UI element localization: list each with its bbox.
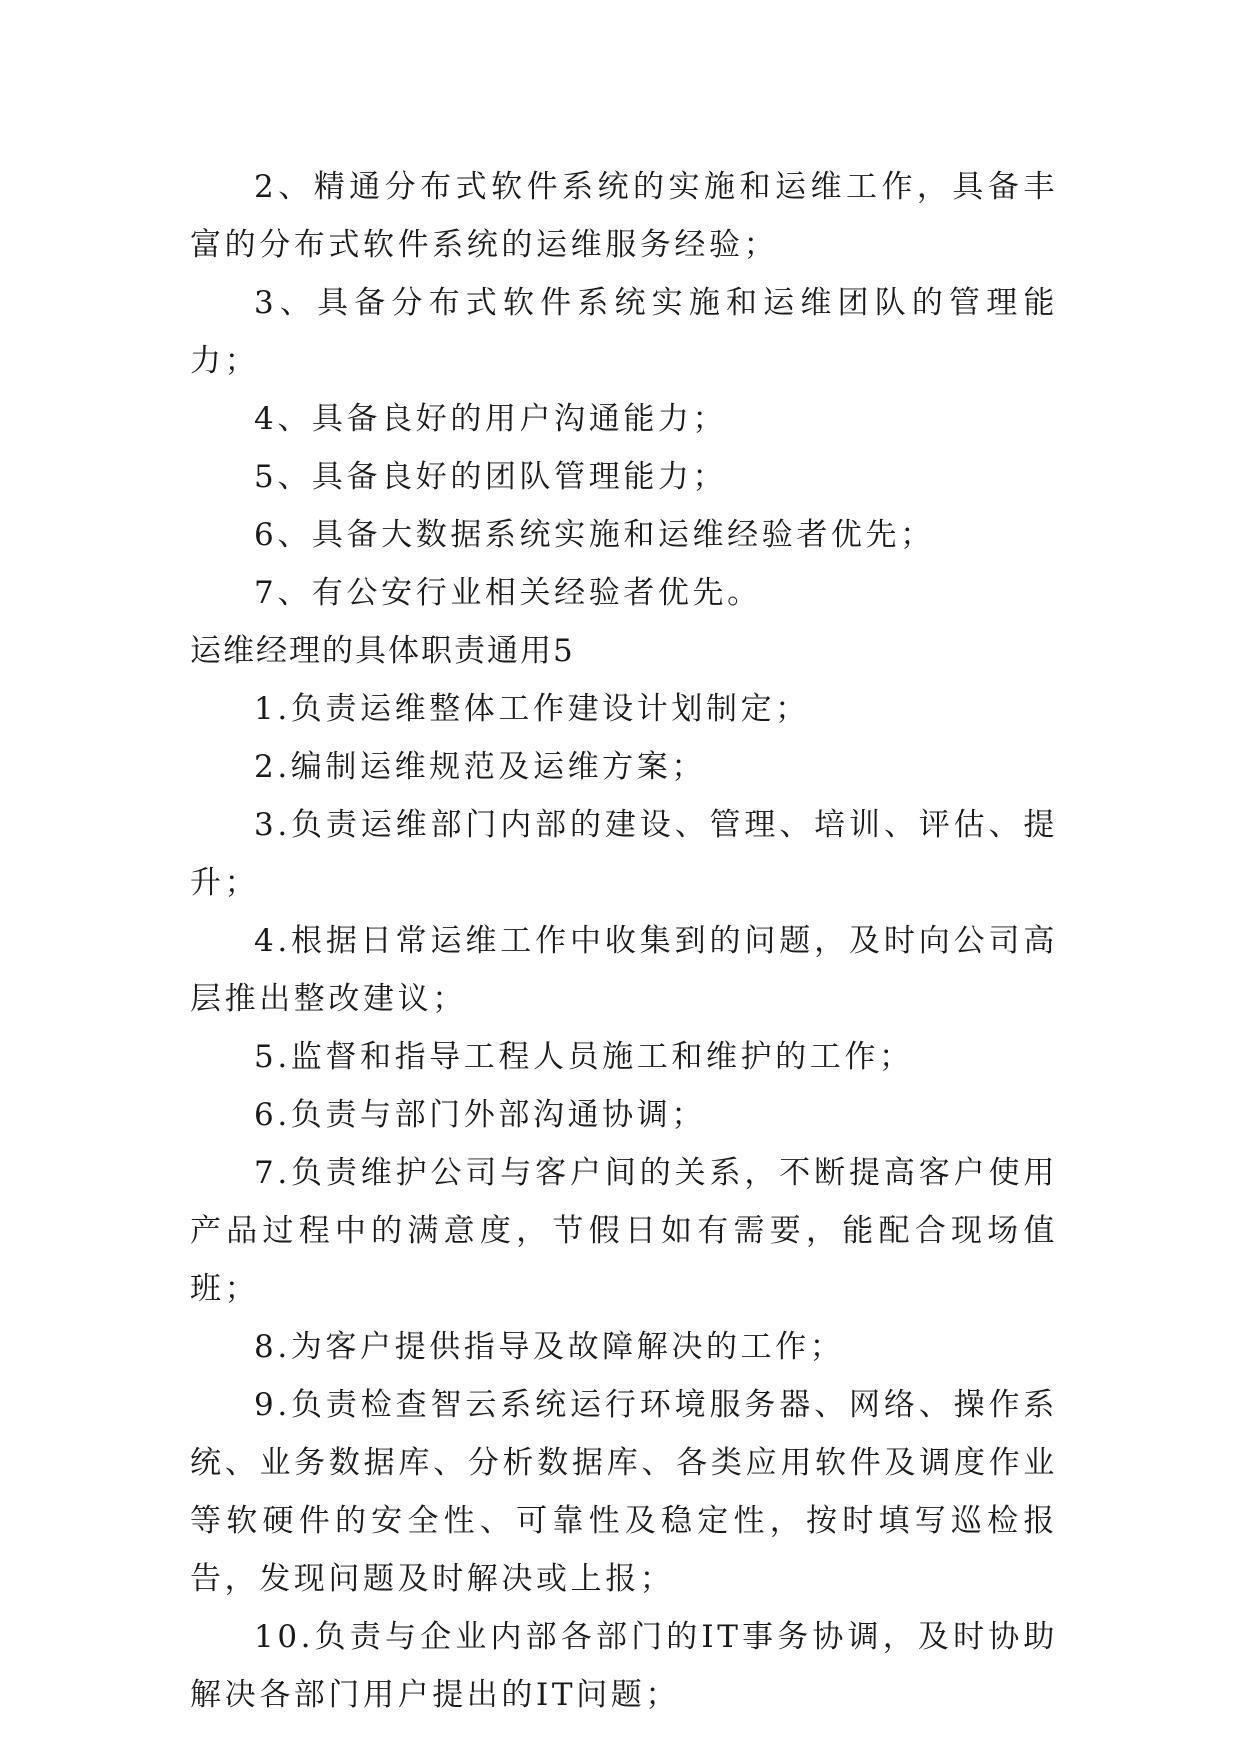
paragraph-requirement-7: 7、有公安行业相关经验者优先。 (254, 575, 762, 611)
paragraph-duty-3: 3.负责运维部门内部的建设、管理、培训、评估、提升； (190, 807, 1058, 901)
paragraph-duty-6: 6.负责与部门外部沟通协调； (254, 1097, 706, 1133)
paragraph-requirement-6: 6、具备大数据系统实施和运维经验者优先； (254, 517, 935, 553)
paragraph-requirement-2: 2、精通分布式软件系统的实施和运维工作，具备丰富的分布式软件系统的运维服务经验； (190, 169, 1058, 263)
paragraph-requirement-3: 3、具备分布式软件系统实施和运维团队的管理能力； (190, 285, 1058, 379)
paragraph-duty-9: 9.负责检查智云系统运行环境服务器、网络、操作系统、业务数据库、分析数据库、各类应用软件及调度作业等软硬件的安全性、可靠性及稳定性，按时填写巡检报告，发现问题及时解决或上报； (190, 1387, 1058, 1597)
paragraph-duty-5: 5.监督和指导工程人员施工和维护的工作； (254, 1039, 914, 1075)
document-body (190, 158, 1058, 1724)
paragraph-requirement-4: 4、具备良好的用户沟通能力； (254, 401, 728, 437)
paragraph-requirement-5: 5、具备良好的团队管理能力； (254, 459, 728, 495)
section-heading: 运维经理的具体职责通用5 (190, 633, 575, 669)
paragraph-duty-4: 4.根据日常运维工作中收集到的问题，及时向公司高层推出整改建议； (190, 923, 1058, 1017)
paragraph-duty-1: 1.负责运维整体工作建设计划制定； (254, 691, 810, 727)
paragraph-duty-10: 10.负责与企业内部各部门的IT事务协调，及时协助解决各部门用户提出的IT问题； (190, 1619, 1058, 1713)
paragraph-duty-8: 8.为客户提供指导及故障解决的工作； (254, 1329, 845, 1365)
paragraph-duty-7: 7.负责维护公司与客户间的关系，不断提高客户使用产品过程中的满意度，节假日如有需要，能配合现场值班； (190, 1155, 1058, 1307)
paragraph-duty-2: 2.编制运维规范及运维方案； (254, 749, 706, 785)
